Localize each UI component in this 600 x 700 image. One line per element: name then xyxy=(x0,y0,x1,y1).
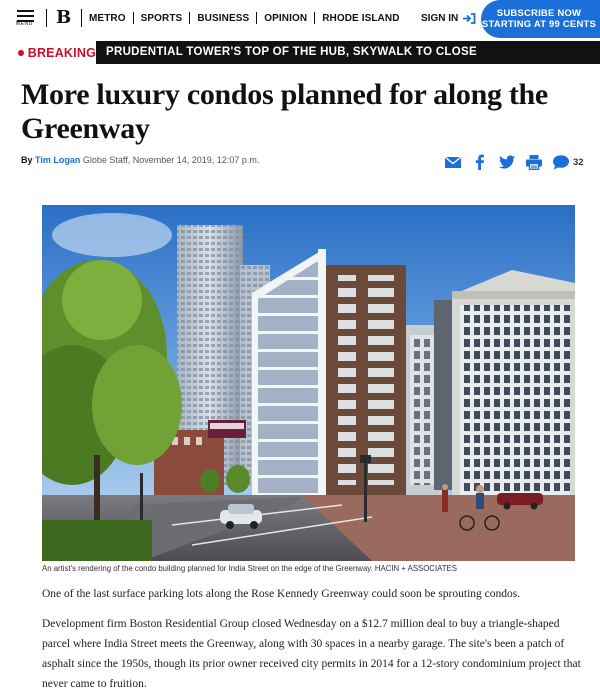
globe-logo[interactable]: B xyxy=(56,7,72,28)
article-paragraph: Development firm Boston Residential Group closed Wednesday on a $12.7 million deal to buy a triangle-shaped parcel where India Street meets the Greenway, along with 30 spaces in a nearby garage. The site's been a patch of asphalt since the 1950s, though its prior owner received city permits in 2014 for a 12-story condominium project that never came to fruition. xyxy=(42,618,581,690)
nav-divider xyxy=(314,12,315,24)
nav-link-business[interactable]: BUSINESS xyxy=(197,12,250,24)
condo-rendering-image xyxy=(42,205,575,561)
image-caption: An artist's rendering of the condo building planned for India Street on the edge of the Greenway. HACIN + ASSOCIATES xyxy=(42,564,457,573)
byline-prefix: By xyxy=(21,155,33,165)
nav-link-sports[interactable]: SPORTS xyxy=(140,12,183,24)
sign-in-icon xyxy=(462,13,476,24)
byline xyxy=(21,155,259,165)
article-hero-image xyxy=(42,205,575,561)
nav-link-rhode-island[interactable]: RHODE ISLAND xyxy=(322,12,400,24)
top-nav xyxy=(0,0,600,38)
section-nav xyxy=(89,12,400,24)
nav-divider xyxy=(81,9,82,27)
subscribe-label: SUBSCRIBE NOW xyxy=(496,8,582,19)
breaking-news-bar[interactable] xyxy=(16,41,600,64)
byline-meta: Globe Staff, November 14, 2019, 12:07 p.m. xyxy=(82,155,260,165)
share-bar xyxy=(444,154,584,170)
breaking-tag xyxy=(16,41,96,64)
hamburger-icon-bar xyxy=(17,15,34,17)
email-icon[interactable] xyxy=(444,154,462,170)
sign-in-label: SIGN IN xyxy=(421,13,459,24)
nav-divider xyxy=(133,12,134,24)
twitter-icon[interactable] xyxy=(498,154,516,170)
nav-link-opinion[interactable]: OPINION xyxy=(264,12,308,24)
nav-link-metro[interactable]: METRO xyxy=(89,12,126,24)
author-link[interactable]: Tim Logan xyxy=(35,155,81,165)
comment-icon[interactable] xyxy=(552,154,570,170)
article-paragraph: One of the last surface parking lots along the Rose Kennedy Greenway could soon be sprouting condos. xyxy=(42,588,521,600)
nav-divider xyxy=(256,12,257,24)
menu-label: MENU xyxy=(16,21,33,27)
breaking-label: BREAKING xyxy=(27,45,96,60)
subscribe-price-label: STARTING AT 99 CENTS xyxy=(481,19,597,30)
comment-count[interactable]: 32 xyxy=(573,156,584,168)
article-headline: More luxury condos planned for along the Greenway xyxy=(21,78,548,145)
sign-in-link[interactable] xyxy=(421,13,476,24)
hamburger-icon xyxy=(17,10,34,12)
subscribe-button[interactable] xyxy=(481,0,600,38)
nav-divider xyxy=(46,9,47,27)
breaking-dot-icon xyxy=(18,50,24,56)
breaking-headline[interactable]: PRUDENTIAL TOWER'S TOP OF THE HUB, SKYWALK TO CLOSE xyxy=(106,46,477,58)
facebook-icon[interactable] xyxy=(471,154,489,170)
nav-divider xyxy=(189,12,190,24)
menu-button[interactable] xyxy=(17,10,35,30)
print-icon[interactable] xyxy=(525,154,543,170)
